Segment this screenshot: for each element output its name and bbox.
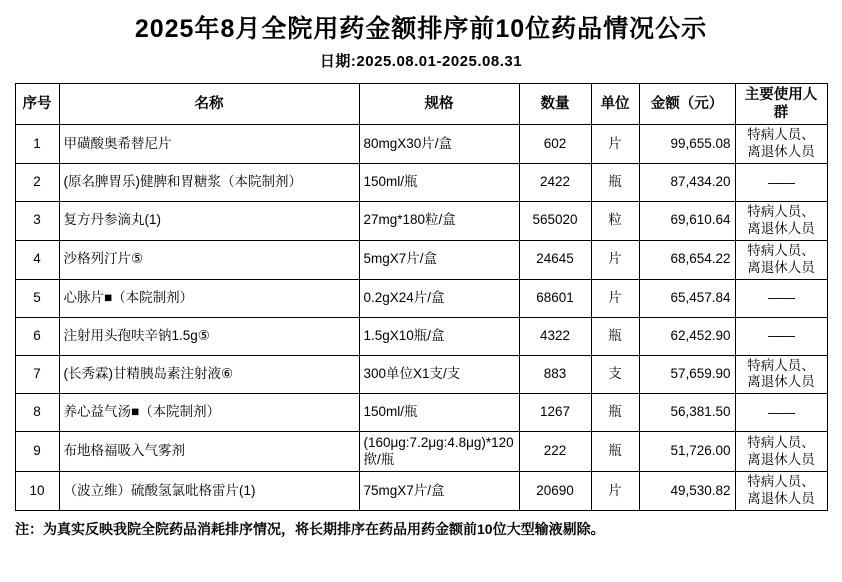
cell-amount: 56,381.50 [639,394,735,432]
cell-name: 心脉片■（本院制剂） [59,279,359,317]
cell-name: (长秀霖)甘精胰岛素注射液⑥ [59,355,359,394]
cell-quantity: 4322 [519,317,591,355]
cell-index: 8 [15,394,59,432]
cell-quantity: 222 [519,432,591,472]
table-row [15,394,827,432]
cell-spec: 150ml/瓶 [359,394,519,432]
cell-group [735,240,827,279]
cell-index: 3 [15,202,59,241]
cell-group-line1: 特病人员、 [747,204,815,219]
page-title: 2025年8月全院用药金额排序前10位药品情况公示 [134,15,708,43]
cell-group-line1: —— [768,327,794,344]
cell-amount: 69,610.64 [639,202,735,241]
cell-group [735,394,827,432]
cell-unit: 片 [591,125,639,164]
cell-quantity: 24645 [519,240,591,279]
table-row [15,432,827,472]
cell-spec: (160μg:7.2μg:4.8μg)*120揿/瓶 [359,432,519,472]
cell-spec: 5mgX7片/盒 [359,240,519,279]
cell-group [735,202,827,241]
cell-group-line1: 特病人员、 [747,242,815,258]
cell-group-line2: 离退休人员 [747,259,815,275]
cell-quantity: 602 [519,125,591,164]
cell-group [735,472,827,511]
table-row [15,317,827,355]
cell-group [735,317,827,355]
cell-spec: 1.5gX10瓶/盒 [359,317,519,355]
cell-spec: 300单位X1支/支 [359,355,519,394]
cell-group [735,432,827,472]
column-header-quantity: 数量 [519,84,591,125]
cell-group-line1: —— [768,173,794,190]
cell-group [735,164,827,202]
table-row [15,164,827,202]
table-header-row [15,84,827,125]
table-row [15,279,827,317]
cell-group [735,279,827,317]
cell-amount: 49,530.82 [639,472,735,511]
footer-note: 注：为真实反映我院全院药品消耗排序情况，将长期排序在药品用药金额前10位大型输液剔除。 [15,521,605,537]
column-header-group: 主要使用人群 [735,84,827,125]
cell-quantity: 68601 [519,279,591,317]
cell-group-line1: 特病人员、 [747,434,815,450]
cell-spec: 0.2gX24片/盒 [359,279,519,317]
cell-group-line2: 离退休人员 [747,374,815,390]
cell-index: 4 [15,240,59,279]
table-row [15,125,827,164]
cell-amount: 57,659.90 [639,355,735,394]
cell-name: 注射用头孢呋辛钠1.5g⑤ [59,317,359,355]
cell-group-line1: 特病人员、 [747,127,815,143]
cell-unit: 瓶 [591,394,639,432]
cell-group-line1: 特病人员、 [747,474,815,490]
cell-unit: 瓶 [591,432,639,472]
cell-group-line1: —— [768,289,794,306]
cell-name: 甲磺酸奥希替尼片 [59,125,359,164]
cell-index: 2 [15,164,59,202]
cell-unit: 粒 [591,202,639,241]
cell-group-line2: 离退休人员 [747,220,815,236]
cell-amount: 99,655.08 [639,125,735,164]
date-range-subtitle: 日期:2025.08.01-2025.08.31 [319,53,523,70]
cell-spec: 27mg*180粒/盒 [359,202,519,241]
column-header-amount: 金额（元） [639,84,735,125]
cell-group-line2: 离退休人员 [747,491,815,507]
cell-group-line1: 特病人员、 [747,357,815,373]
cell-index: 9 [15,432,59,472]
cell-name: 养心益气汤■（本院制剂） [59,394,359,432]
cell-amount: 62,452.90 [639,317,735,355]
cell-quantity: 20690 [519,472,591,511]
cell-unit: 瓶 [591,317,639,355]
cell-group-line2: 离退休人员 [747,451,815,467]
cell-index: 7 [15,355,59,394]
cell-name: 复方丹参滴丸(1) [59,202,359,241]
cell-amount: 68,654.22 [639,240,735,279]
cell-unit: 片 [591,240,639,279]
cell-index: 10 [15,472,59,511]
cell-name: (原名脾胃乐)健脾和胃糖浆（本院制剂） [59,164,359,202]
cell-spec: 75mgX7片/盒 [359,472,519,511]
cell-unit: 片 [591,472,639,511]
table-row [15,202,827,241]
cell-spec: 150ml/瓶 [359,164,519,202]
cell-index: 5 [15,279,59,317]
table-row [15,240,827,279]
cell-amount: 87,434.20 [639,164,735,202]
drug-ranking-table [15,83,828,511]
table-row [15,355,827,394]
column-header-index: 序号 [15,84,59,125]
cell-quantity: 1267 [519,394,591,432]
cell-unit: 片 [591,279,639,317]
cell-quantity: 2422 [519,164,591,202]
cell-index: 6 [15,317,59,355]
cell-group [735,355,827,394]
cell-name: （波立维）硫酸氢氯吡格雷片(1) [59,472,359,511]
cell-unit: 瓶 [591,164,639,202]
cell-quantity: 883 [519,355,591,394]
cell-index: 1 [15,125,59,164]
cell-quantity: 565020 [519,202,591,241]
column-header-spec: 规格 [359,84,519,125]
cell-amount: 65,457.84 [639,279,735,317]
table-row [15,472,827,511]
cell-name: 沙格列汀片⑤ [59,240,359,279]
column-header-name: 名称 [59,84,359,125]
cell-name: 布地格福吸入气雾剂 [59,432,359,472]
cell-unit: 支 [591,355,639,394]
cell-group-line2: 离退休人员 [747,144,815,160]
cell-spec: 80mgX30片/盒 [359,125,519,164]
column-header-unit: 单位 [591,84,639,125]
cell-group [735,125,827,164]
cell-group-line1: —— [768,404,794,420]
cell-amount: 51,726.00 [639,432,735,472]
